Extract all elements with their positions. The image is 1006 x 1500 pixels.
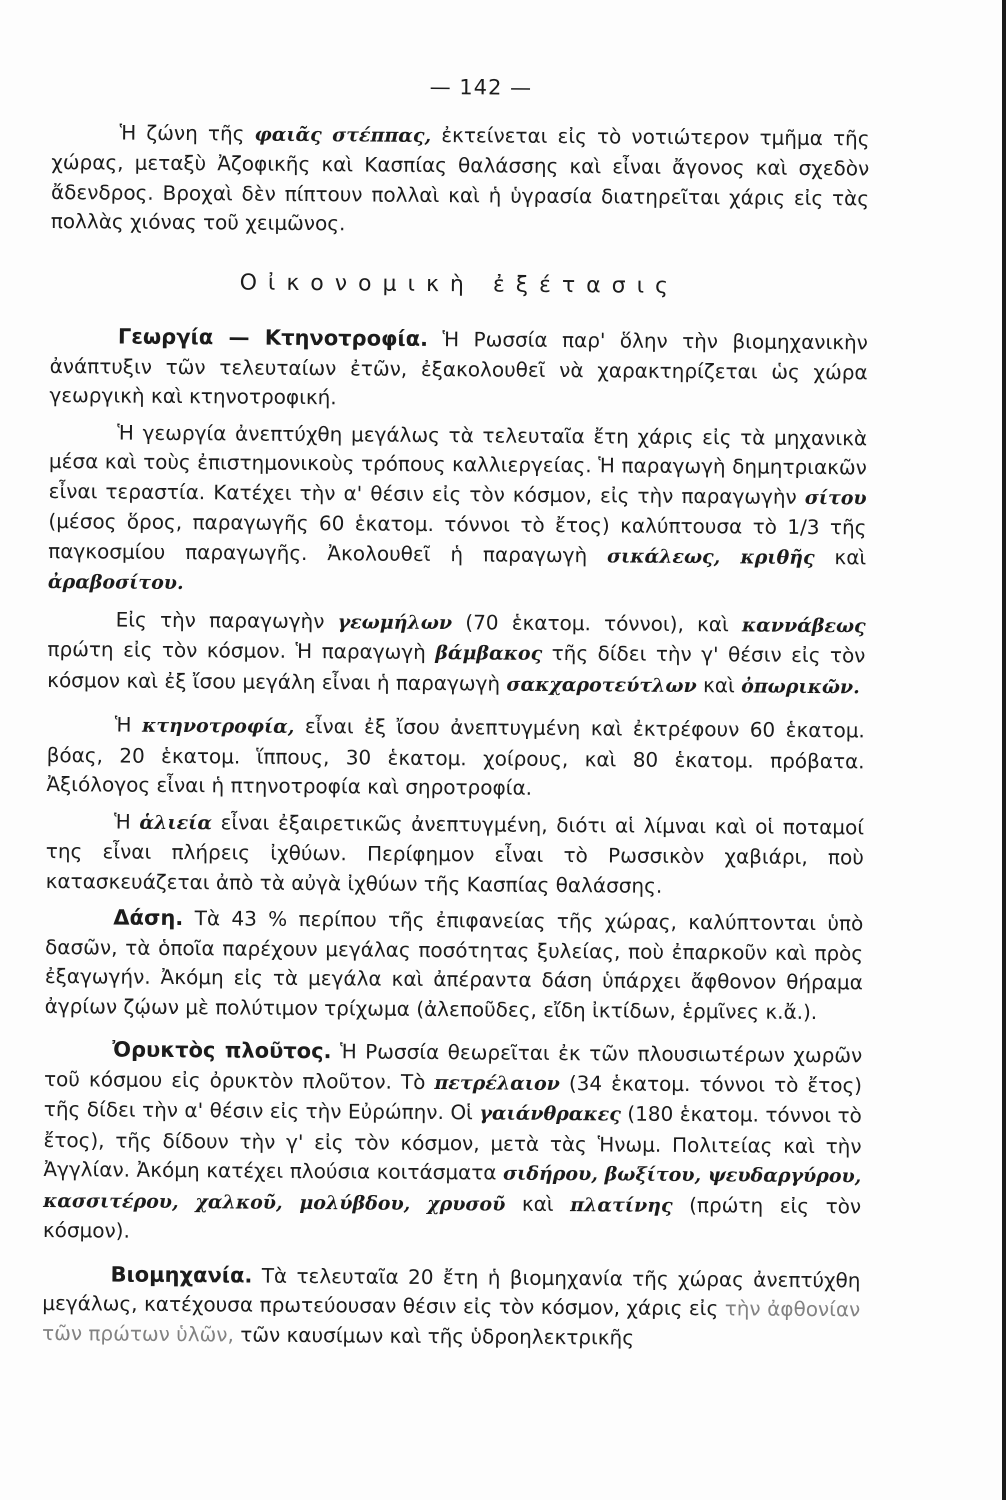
page-edge-shadow [1002, 0, 1006, 1500]
paragraph-minerals: Ὀρυκτὸς πλοῦτος. Ἡ Ρωσσία θεωρεῖται ἐκ τῶν πλουσιωτέρων χωρῶν τοῦ κόσμου εἰς ὀρυκτὸν πλοῦτον. Τὸ πετρέλαιον (34 ἑκατομ. τόννοι τὸ ἔτος) τῆς δίδει τὴν α' θέσιν εἰς τὴν Εὐρώπην. Οἱ γαιάνθρακες (180 ἑκατομ. τόννοι τὸ ἔτος), τῆς δίδουν τὴν γ' εἰς τὸν κόσμον, μετὰ τὰς Ἡνωμ. Πολιτείας καὶ τὴν Ἀγγλίαν. Ἀκόμη κατέχει πλούσια κοιτάσματα σιδήρου, βωξίτου, ψευδαργύρου, κασσιτέρου, χαλκοῦ, μολύβδου, χρυσοῦ καὶ πλατίνης (πρώτη εἰς τὸν κόσμον). [42, 1037, 863, 1243]
term-rye-barley: σικάλεως, κριθῆς [606, 544, 815, 569]
page-number: — 142 — [429, 74, 533, 100]
term-hemp: καννάβεως [741, 613, 866, 637]
term-cotton: βάμβακος [435, 642, 543, 665]
paragraph-livestock: Ἡ κτηνοτροφία, εἶναι ἐξ ἴσου ἀνεπτυγμένη καὶ ἐκτρέφουν 60 ἑκατομ. βόας, 20 ἑκατομ. ἵππους, 30 ἑκατομ. χοίρους, καὶ 80 ἑκατομ. πρόβατα. Ἀξιόλογος εἶναι ἡ πτηνοτροφία καὶ σηροτροφία. [46, 712, 865, 800]
term-livestock: κτηνοτροφία, [141, 714, 295, 738]
term-fruits: ὀπωρικῶν. [741, 674, 860, 698]
paragraph-industry: Βιομηχανία. Τὰ τελευταῖα 20 ἔτη ἡ βιομηχανία τῆς χώρας ἀνεπτύχθη μεγάλως, κατέχουσα πρωτεύουσαν θέσιν εἰς τὸν κόσμον, χάρις εἰς τὴν ἀφθονίαν τῶν πρώτων ὑλῶν, τῶν καυσίμων καὶ τῆς ὑδροηλεκτρικῆς [41, 1261, 861, 1350]
term-platinum: πλατίνης [570, 1193, 673, 1217]
section-heading: Οἰκονομικὴ ἐξέτασις [239, 269, 680, 299]
subheading-industry: Βιομηχανία. [110, 1261, 253, 1288]
faded-text: τὴν ἀφθονίαν τῶν πρώτων ὑλῶν, [41, 1296, 861, 1346]
paragraph-fishing: Ἡ ἁλιεία εἶναι ἐξαιρετικῶς ἀνεπτυγμένη, διότι αἱ λίμναι καὶ οἱ ποταμοί της εἶναι πλήρεις ἰχθύων. Περίφημον εἶναι τὸ Ρωσσικὸν χαβιάρι, ποὺ κατασκευάζεται ἀπὸ τὰ αὐγὰ ἰχθύων τῆς Κασπίας θαλάσσης. [45, 809, 865, 898]
paragraph-steppe: Ἡ ζώνη τῆς φαιᾶς στέππας, ἐκτείνεται εἰς τὸ νοτιώτερον τμῆμα τῆς χώρας, μεταξὺ Ἀζοφικῆς καὶ Κασπίας θαλάσσης καὶ εἶναι ἄγονος καὶ σχεδὸν ἄδενδρος. Βροχαὶ δὲν πίπτουν πολλαὶ καὶ ἡ ὑγρασία διατηρεῖται χάρις εἰς τὰς πολλὰς χιόνας τοῦ χειμῶνος. [50, 120, 870, 236]
term-petroleum: πετρέλαιον [434, 1071, 560, 1095]
paragraph-forests: Δάση. Τὰ 43 % περίπου τῆς ἐπιφανείας τῆς χώρας, καλύπτονται ὑπὸ δασῶν, τὰ ὁποῖα παρέχουν μεγάλας ποσότητας ξυλείας, ποὺ ἐπαρκοῦν καὶ πρὸς ἐξαγωγήν. Ἀκόμη εἰς τὰ μεγάλα καὶ ἀπέραντα δάση ὑπάρχει ἄφθονον θήραμα ἀγρίων ζῴων μὲ πολύτιμον τρίχωμα (ἀλεποῦδες, εἴδη ἰκτίδων, ἑρμῖνες κ.ἄ.). [44, 905, 864, 1024]
term-gray-steppe: φαιᾶς στέππας, [254, 123, 432, 147]
subheading-minerals: Ὀρυκτὸς πλοῦτος. [112, 1037, 332, 1064]
paragraph-agriculture: Γεωργία — Κτηνοτροφία. Ἡ Ρωσσία παρ' ὅλην τὴν βιομηχανικὴν ἀνάπτυξιν τῶν τελευταίων ἐτῶν, ἐξακολουθεῖ νὰ χαρακτηρίζεται ὡς χώρα γεωργικὴ καὶ κτηνοτροφική. [49, 324, 868, 410]
page-body [42, 70, 870, 1354]
term-fishing: ἁλιεία [139, 811, 213, 834]
subheading-agriculture: Γεωργία — Κτηνοτροφία. [117, 324, 429, 351]
term-coal: γαιάνθρακες [479, 1102, 621, 1126]
term-maize: ἀραβοσίτου. [47, 570, 184, 595]
term-potatoes: γεωμήλων [337, 610, 453, 634]
paragraph-farming: Ἡ γεωργία ἀνεπτύχθη μεγάλως τὰ τελευταῖα ἔτη χάρις εἰς τὰ μηχανικὰ μέσα καὶ τοὺς ἐπιστημονικοὺς τρόπους καλλιεργείας. Ἡ παραγωγὴ δημητριακῶν εἶναι τεραστία. Κατέχει τὴν α' θέσιν εἰς τὸν κόσμον, εἰς τὴν παραγωγὴν σίτου (μέσος ὅρος, παραγωγῆς 60 ἑκατομ. τόννοι τὸ ἔτος) καλύπτουσα τὸ 1/3 τῆς παγκοσμίου παραγωγῆς. Ἀκολουθεῖ ἡ παραγωγὴ σικάλεως, κριθῆς καὶ ἀραβοσίτου. [47, 420, 868, 595]
term-metals: σιδήρου, βωξίτου, ψευδαργύρου, κασσιτέρου, χαλκοῦ, μολύβδου, χρυσοῦ [43, 1162, 862, 1216]
subheading-forests: Δάση. [113, 905, 184, 931]
term-sugar-beets: σακχαροτεύτλων [506, 673, 697, 697]
paragraph-crops: Εἰς τὴν παραγωγὴν γεωμήλων (70 ἑκατομ. τόννοι), καὶ καννάβεως πρώτη εἰς τὸν κόσμον. Ἡ παραγωγὴ βάμβακος τῆς δίδει τὴν γ' θέσιν εἰς τὸν κόσμον καὶ ἐξ ἴσου μεγάλη εἶναι ἡ παραγωγὴ σακχαροτεύτλων καὶ ὀπωρικῶν. [47, 607, 866, 698]
term-wheat: σίτου [804, 486, 867, 509]
